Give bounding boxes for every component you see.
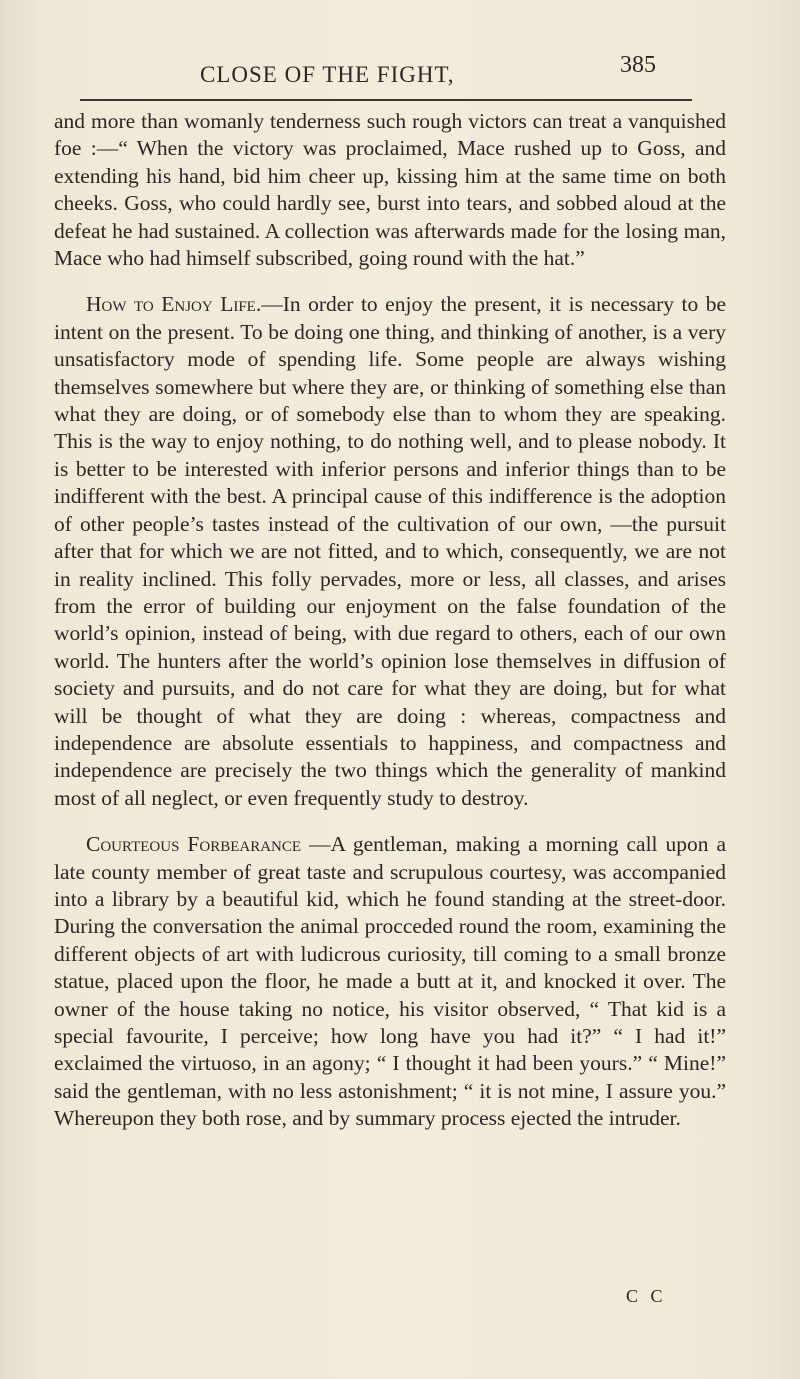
section-heading-courteous-forbearance: Courteous Forbearance (86, 832, 302, 857)
paragraph-enjoy-life-text: —In order to enjoy the present, it is necessary to be intent on the present. To be doing one thing, and thinking of another, is a very unsatisfactory mode of spending life. Some people are always wishing themselves somewhere but where they are, or thinking of something else than what they are doing, or of somebody else than to whom they are speaking. This is the way to enjoy nothing, to do nothing well, and to please nobody. It is better to be interested with inferior persons and inferior things than to be indifferent with the best. A principal cause of this indifference is the adoption of other people’s tastes instead of the cultivation of our own, —the pursuit after that for which we are not fitted, and to which, consequently, we are not in reality inclined. This folly pervades, more or less, all classes, and arises from the error of building our enjoyment on the false foundation of the world’s opinion, instead of being, with due regard to others, each of our own world. The hunters after the world’s opinion lose themselves in diffusion of society and pursuits, and do not care for what they are doing, but for what will be thought of what they are doing : whereas, compactness and independence are absolute essentials to happiness, and compactness and independence are precisely the two things which the generality of mankind most of all neglect, or even frequently study to destroy. (54, 292, 726, 810)
paragraph-enjoy-life (54, 291, 726, 812)
running-head: CLOSE OF THE FIGHT, (200, 62, 455, 87)
paragraph-courteous-forbearance-text: —A gentleman, making a morning call upon a late county member of great taste and scrupulous courtesy, was accompanied into a library by a beautiful kid, which he found standing at the street-door. During the conversation the animal procceded round the room, examining the different objects of art with ludicrous curiosity, till coming to a small bronze statue, placed upon the floor, he made a butt at it, and knocked it over. The owner of the house taking no notice, his visitor observed, “ That kid is a special favourite, I perceive; how long have you had it?” “ I had it!” exclaimed the virtuoso, in an agony; “ I thought it had been yours.” “ Mine!” said the gentleman, with no less astonishment; “ it is not mine, I assure you.” Whereupon they both rose, and by summary process ejected the intruder. (54, 832, 726, 1131)
section-heading-enjoy-life: How to Enjoy Life. (86, 292, 262, 317)
paragraph-continuation (54, 108, 726, 272)
page-number: 385 (620, 52, 656, 78)
paragraph-continuation-text: and more than womanly tenderness such rough victors can treat a vanquished foe :—“ When the victory was proclaimed, Mace rushed up to Goss, and extending his hand, bid him cheer up, kissing him at the same time on both cheeks. Goss, who could hardly see, burst into tears, and sobbed aloud at the defeat he had sustained. A collection was afterwards made for the losing man, Mace who had himself subscribed, going round with the hat.” (54, 109, 726, 271)
header-rule (80, 99, 692, 101)
paragraph-courteous-forbearance (54, 831, 726, 1132)
body-text (54, 108, 726, 1133)
signature-mark: C C (626, 1286, 667, 1306)
page-header (0, 52, 800, 92)
